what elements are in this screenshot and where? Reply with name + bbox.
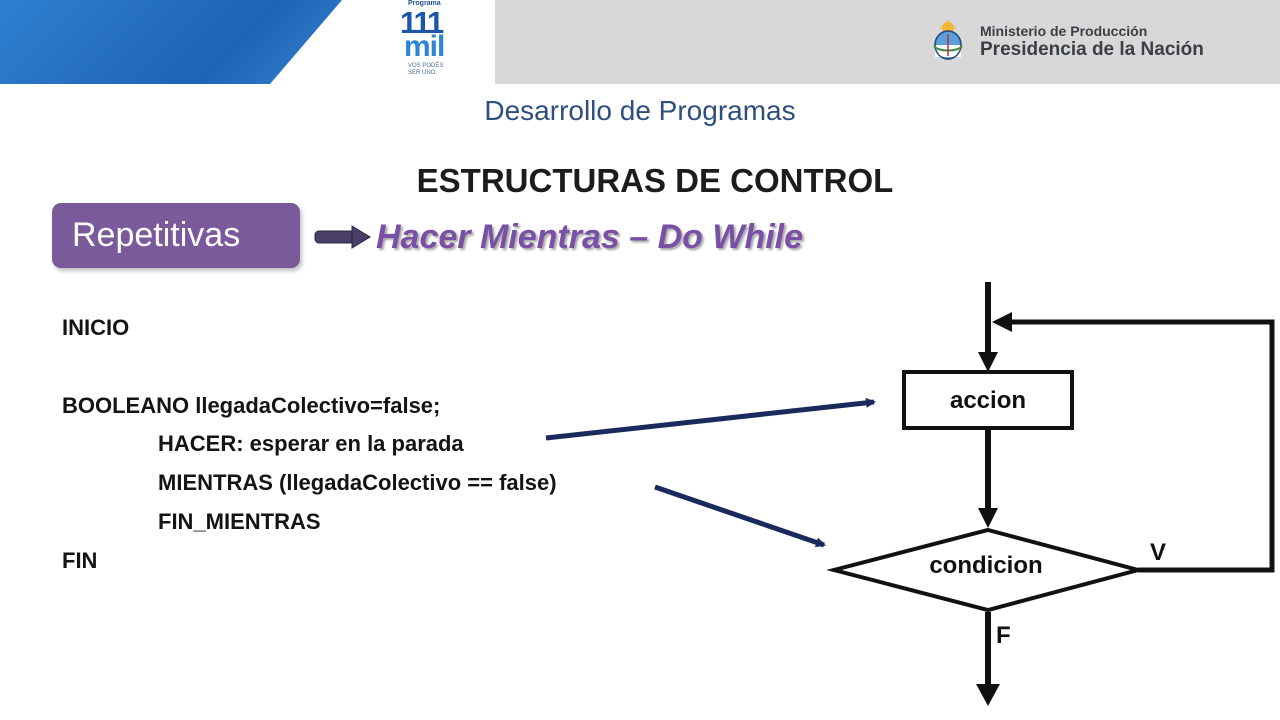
slide-title: ESTRUCTURAS DE CONTROL <box>416 162 894 199</box>
code-line-declaration: BOOLEANO llegadaColectivo=false; <box>62 393 441 418</box>
flow-loop-back-arrowhead <box>992 312 1012 332</box>
logo-tagline-1: VOS PODÉS <box>408 63 444 69</box>
flow-action-to-condition-arrowhead <box>978 508 998 528</box>
pointer-arrow-to-action <box>546 402 874 438</box>
ministry-name: Ministerio de Producción <box>980 23 1148 39</box>
flow-exit-arrowhead <box>976 684 1000 706</box>
false-branch-label: F <box>996 622 1011 649</box>
logo-tagline-2: SER UNO. <box>408 70 438 76</box>
code-line-fin-mientras: FIN_MIENTRAS <box>158 509 321 534</box>
flow-loop-back-line <box>1004 322 1272 570</box>
logo-word: mil <box>404 30 445 63</box>
action-label: accion <box>949 387 1027 414</box>
flow-entry-arrowhead <box>978 352 998 372</box>
logo-number: 111 <box>400 5 443 40</box>
true-branch-label: V <box>1150 539 1167 566</box>
code-line-hacer: HACER: esperar en la parada <box>158 431 464 456</box>
presidency-name: Presidencia de la Nación <box>980 39 1204 60</box>
code-line-inicio: INICIO <box>62 315 130 340</box>
structure-subtitle: Hacer Mientras – Do While <box>376 218 804 256</box>
condition-label: condicion <box>929 552 1043 579</box>
logo-program-text: Programa <box>408 0 441 7</box>
course-title: Desarrollo de Programas <box>484 95 796 126</box>
pointer-arrow-to-condition <box>655 487 824 545</box>
category-pill-label: Repetitivas <box>72 216 241 254</box>
code-line-mientras: MIENTRAS (llegadaColectivo == false) <box>158 470 557 495</box>
code-line-fin: FIN <box>62 548 98 573</box>
